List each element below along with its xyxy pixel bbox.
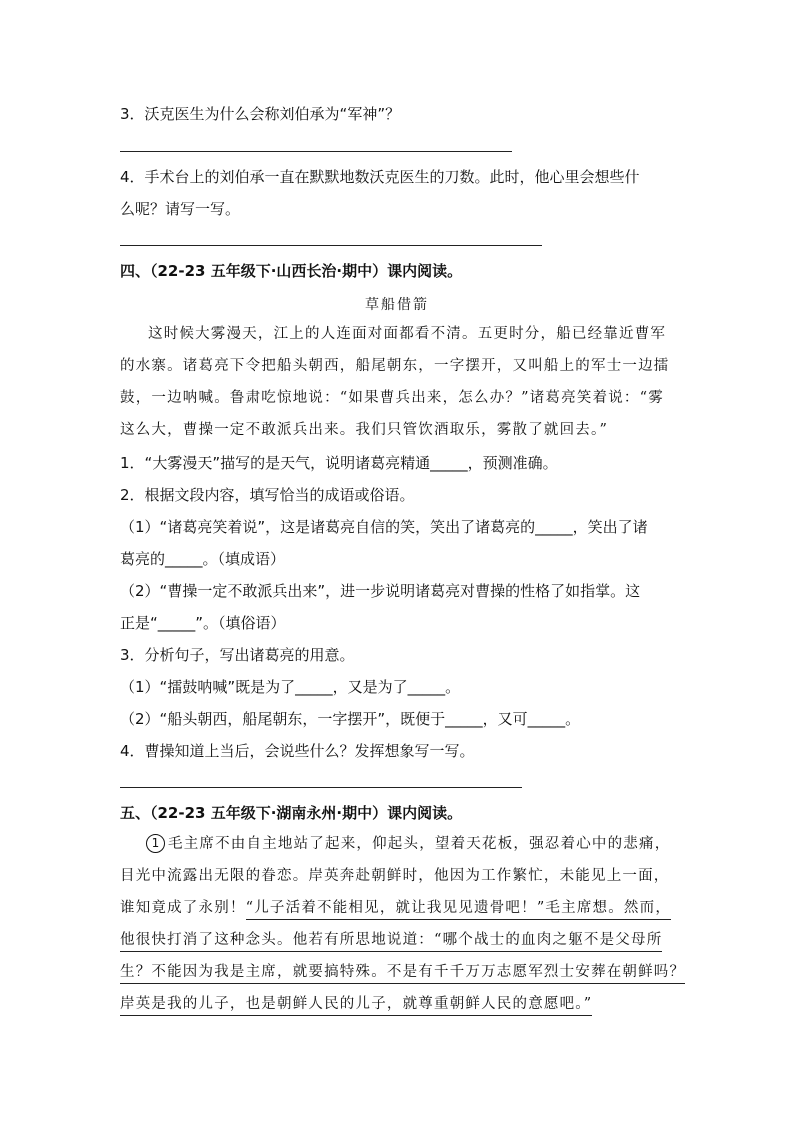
- answer-line-s4-q4[interactable]: [120, 787, 522, 788]
- question-line: 4．曹操知道上当后，会说些什么？发挥想象写一写。: [120, 742, 475, 760]
- passage-title: 草船借箭: [365, 297, 429, 313]
- question-line: 2．根据文段内容，填写恰当的成语或俗语。: [120, 486, 415, 504]
- question-line: （2）“曹操一定不敢派兵出来”，进一步说明诸葛亮对曹操的性格了如指掌。这: [120, 582, 641, 600]
- passage-line: [120, 962, 685, 982]
- question-line: 正是“_____”。（填俗语）: [120, 614, 286, 632]
- question-line: （1）“擂鼓呐喊”既是为了_____，又是为了_____。: [120, 678, 461, 696]
- question-3: 3．沃克医生为什么会称刘伯承为“军神”？: [120, 105, 401, 123]
- paragraph-number: 1: [146, 834, 165, 853]
- underlined-text: 岸英是我的儿子，也是朝鲜人民的儿子，就尊重朝鲜人民的意愿吧。”: [120, 996, 592, 1016]
- question-line: 葛亮的_____。（填成语）: [120, 550, 286, 568]
- section-4-title: 四、（22-23 五年级下·山西长治·期中）课内阅读。: [120, 262, 463, 280]
- passage-line: 这么大，曹操一定不敢派兵出来。我们只管饮酒取乐，雾散了就回去。”: [120, 422, 609, 438]
- passage-line: 的水寨。诸葛亮下令把船头朝西，船尾朝东，一字摆开，又叫船上的军士一边擂: [120, 358, 670, 374]
- underlined-text: “儿子活着不能相见，就让我见见遗骨吧！”毛主席想。然而，: [246, 900, 671, 920]
- underlined-text: 他很快打消了这种念头。他若有所思地说道：“哪个战士的血肉之躯不是父母所: [120, 932, 662, 952]
- passage-line: [120, 994, 592, 1014]
- question-line: （1）“诸葛亮笑着说”，这是诸葛亮自信的笑，笑出了诸葛亮的_____，笑出了诸: [120, 518, 648, 536]
- question-4-line1: 4．手术台上的刘伯承一直在默默地数沃克医生的刀数。此时，他心里会想些什: [120, 168, 640, 186]
- passage-line: 鼓，一边呐喊。鲁肃吃惊地说：“如果曹兵出来，怎么办？”诸葛亮笑着说：“雾: [120, 390, 664, 406]
- passage-line: [120, 930, 662, 950]
- answer-line-q4[interactable]: [120, 245, 542, 246]
- answer-line-q3[interactable]: [120, 151, 512, 152]
- passage-text: 毛主席不由自主地站了起来，仰起头，望着天花板，强忍着心中的悲痛，: [168, 836, 671, 852]
- passage-line: [146, 834, 670, 854]
- question-line: 1．“大雾漫天”描写的是天气，说明诸葛亮精通_____，预测准确。: [120, 454, 558, 472]
- passage-line: 目光中流露出无限的眷恋。岸英奔赴朝鲜时，他因为工作繁忙，未能见上一面，: [120, 868, 670, 884]
- underlined-text: 生？不能因为我是主席，就要搞特殊。不是有千千万万志愿军烈士安葬在朝鲜吗？: [120, 964, 685, 984]
- passage-line: 这时候大雾漫天，江上的人连面对面都看不清。五更时分，船已经靠近曹军: [148, 326, 667, 342]
- passage-line: [120, 898, 671, 918]
- question-line: 3．分析句子，写出诸葛亮的用意。: [120, 646, 355, 664]
- question-4-line2: 么呢？请写一写。: [120, 200, 241, 218]
- passage-text: 谁知竟成了永别！: [120, 900, 246, 916]
- section-5-title: 五、（22-23 五年级下·湖南永州·期中）课内阅读。: [120, 804, 463, 822]
- question-line: （2）“船头朝西，船尾朝东，一字摆开”，既便于_____，又可_____。: [120, 710, 581, 728]
